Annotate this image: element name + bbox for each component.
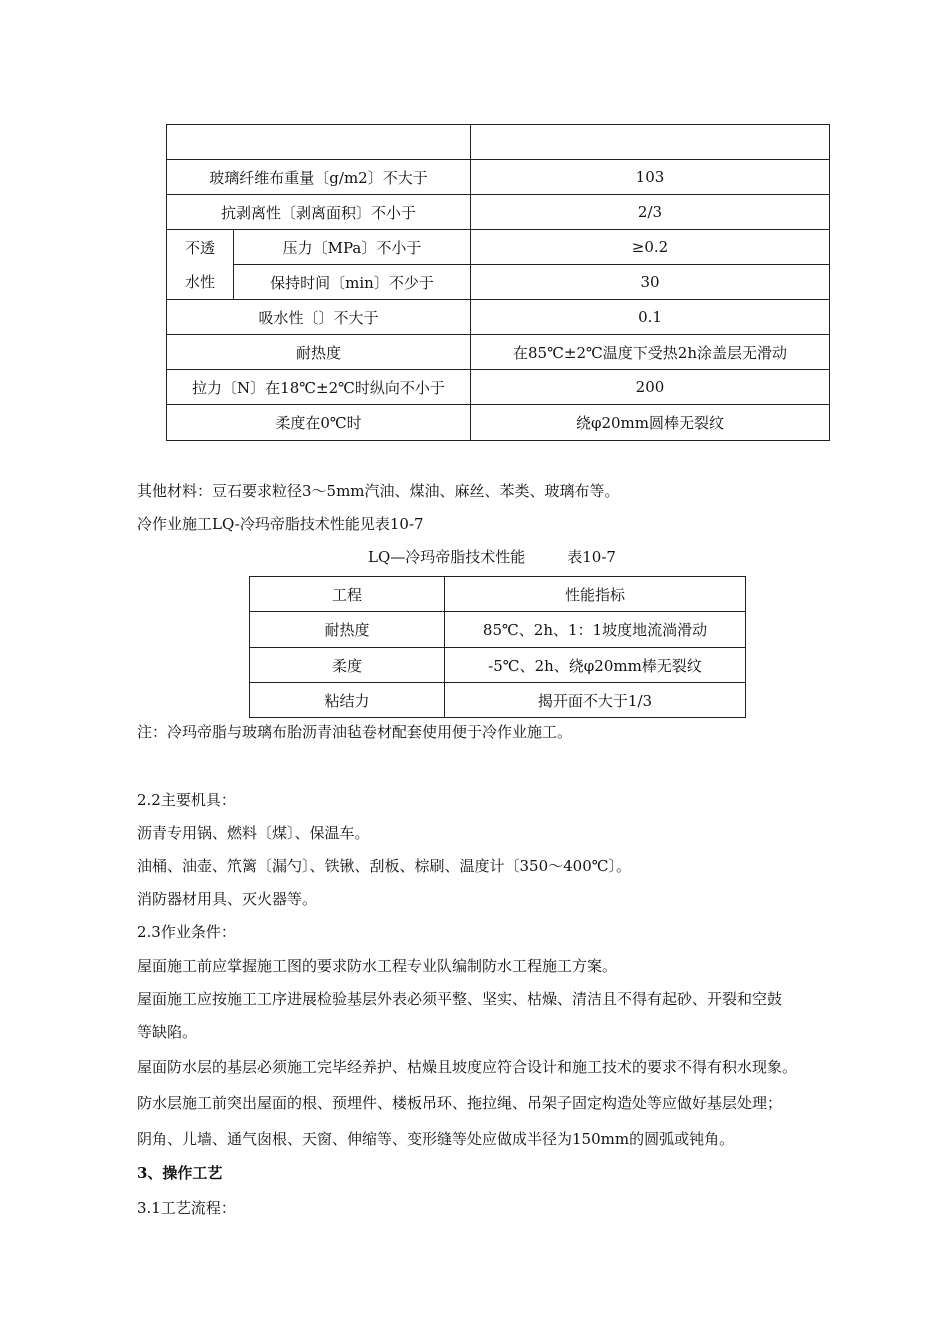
column-header: 工程 — [250, 577, 445, 612]
table-row — [167, 230, 830, 265]
table-cell: 绕φ20mm圆棒无裂纹 — [471, 405, 830, 441]
table-row — [167, 195, 830, 230]
paragraph-tools-2: 油桶、油壶、笊篱〔漏勺〕、铁锹、刮板、棕刷、温度计〔350～400℃〕。 — [137, 857, 632, 875]
group-label-line2: 水性 — [184, 272, 215, 291]
table-row — [250, 648, 746, 683]
table-cell: 耐热度 — [167, 335, 471, 370]
table-row — [167, 300, 830, 335]
table-cell: 柔度 — [250, 648, 445, 683]
caption-number: 表10-7 — [567, 548, 616, 566]
section-heading-3: 3、操作工艺 — [137, 1164, 223, 1182]
table-row — [167, 370, 830, 405]
table-cell: 抗剥离性〔剥离面积〕不小于 — [167, 195, 471, 230]
table-cell: 保持时间〔min〕不少于 — [234, 265, 471, 300]
table-row — [250, 612, 746, 648]
table-cell: 85℃、2h、1：1坡度地流淌滑动 — [445, 612, 746, 648]
paragraph-tools-3: 消防器材用具、灭火器等。 — [137, 890, 318, 908]
table-cell: 粘结力 — [250, 683, 445, 718]
table-cell: 揭开面不大于1/3 — [445, 683, 746, 718]
table-cell: 2/3 — [471, 195, 830, 230]
table-cell: 拉力〔N〕在18℃±2℃时纵向不小于 — [167, 370, 471, 405]
paragraph-condition-2: 屋面施工应按施工工序进展检验基层外表必须平整、坚实、枯燥、清洁且不得有起砂、开裂和空鼓 — [137, 990, 783, 1008]
paragraph-condition-4: 防水层施工前突出屋面的根、预埋件、楼板吊环、拖拉绳、吊架子固定构造处等应做好基层处理； — [137, 1094, 783, 1112]
section-heading-2-3: 2.3作业条件： — [137, 923, 236, 941]
table-row — [167, 335, 830, 370]
group-label-line1: 不透 — [184, 238, 215, 257]
table-cell — [471, 125, 830, 160]
table-cell: -5℃、2h、绕φ20mm棒无裂纹 — [445, 648, 746, 683]
table-cell: ≥0.2 — [471, 230, 830, 265]
table-row — [167, 125, 830, 160]
table-row — [250, 683, 746, 718]
table-cell: 200 — [471, 370, 830, 405]
column-header: 性能指标 — [445, 577, 746, 612]
paragraph-condition-1: 屋面施工前应掌握施工图的要求防水工程专业队编制防水工程施工方案。 — [137, 957, 618, 975]
table-cell: 玻璃纤维布重量〔g/m2〕不大于 — [167, 160, 471, 195]
paragraph-cold-intro: 冷作业施工LQ-冷玛帝脂技术性能见表10-7 — [137, 515, 424, 533]
table-row — [167, 405, 830, 441]
paragraph-condition-3: 屋面防水层的基层必须施工完毕经养护、枯燥且坡度应符合设计和施工技术的要求不得有积水现象。 — [137, 1058, 798, 1076]
section-heading-3-1: 3.1工艺流程： — [137, 1199, 236, 1217]
table-cell: 在85℃±2℃温度下受热2h涂盖层无滑动 — [471, 335, 830, 370]
table-cell: 吸水性〔〕不大于 — [167, 300, 471, 335]
table-cell: 耐热度 — [250, 612, 445, 648]
material-spec-table — [166, 124, 830, 441]
paragraph-condition-2-cont: 等缺陷。 — [137, 1023, 198, 1041]
section-heading-2-2: 2.2主要机具： — [137, 791, 236, 809]
caption-title: LQ—冷玛帝脂技术性能 — [368, 548, 526, 566]
paragraph-other-materials: 其他材料：豆石要求粒径3～5mm汽油、煤油、麻丝、苯类、玻璃布等。 — [137, 482, 620, 500]
table-row — [167, 160, 830, 195]
table-row — [167, 265, 830, 300]
mastic-performance-table — [249, 576, 746, 718]
table-header-row — [250, 577, 746, 612]
paragraph-condition-5: 阴角、儿墙、通气囱根、天窗、伸缩等、变形缝等处应做成半径为150mm的圆弧或钝角。 — [137, 1130, 735, 1148]
group-cell-impermeability — [167, 230, 234, 300]
table-cell: 103 — [471, 160, 830, 195]
table-cell — [167, 125, 471, 160]
table-cell: 压力〔MPa〕不小于 — [234, 230, 471, 265]
table-caption — [368, 546, 616, 567]
table-cell: 0.1 — [471, 300, 830, 335]
table-cell: 30 — [471, 265, 830, 300]
table-cell: 柔度在0℃时 — [167, 405, 471, 441]
table-note: 注：冷玛帝脂与玻璃布胎沥青油毡卷材配套使用便于冷作业施工。 — [137, 723, 573, 741]
paragraph-tools-1: 沥青专用锅、燃料〔煤〕、保温车。 — [137, 824, 370, 842]
